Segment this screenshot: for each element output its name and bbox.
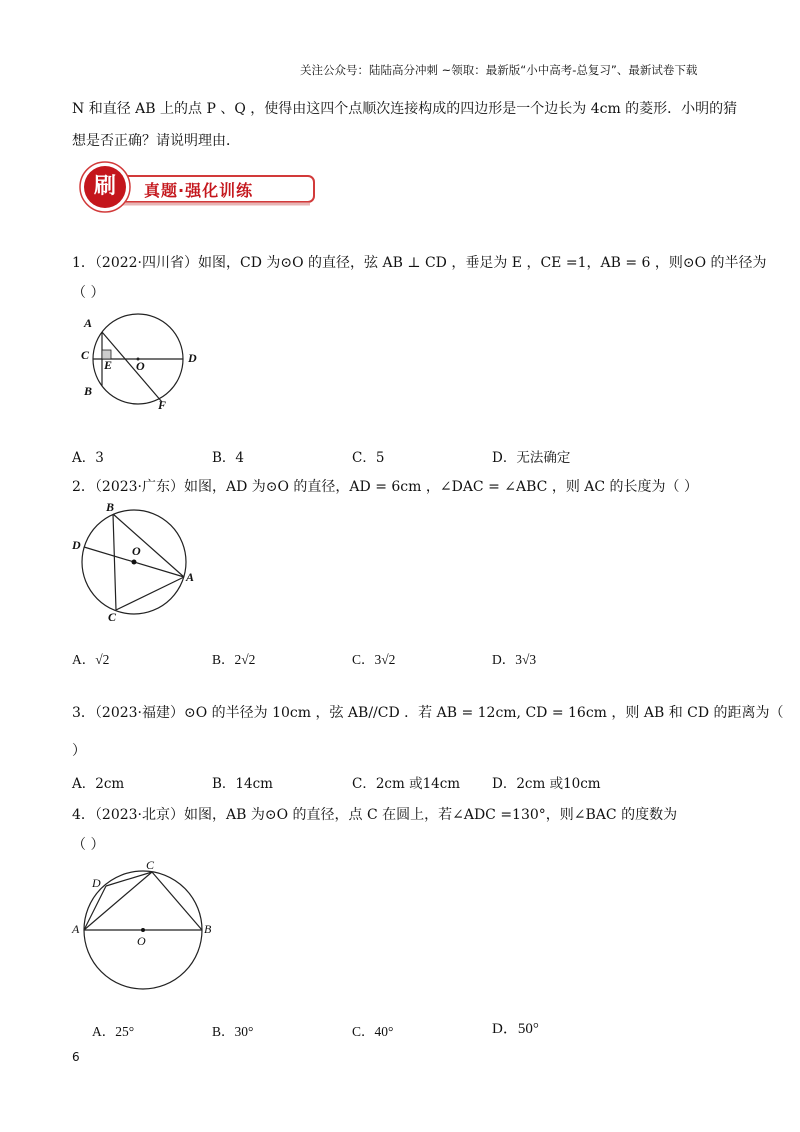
q1-paren: （ ） [72, 285, 105, 301]
q3-option-b: B．14cm [212, 776, 273, 792]
q2-option-c: C．3√2 [352, 652, 396, 667]
q1-stem: 1．（2022·四川省）如图，CD 为⊙O 的直径，弦 AB ⊥ CD ，垂足为 E ，CE =1，AB = 6 ，则⊙O 的半径为 [72, 255, 767, 271]
q1-option-a: A．3 [72, 450, 104, 466]
q1-label-e: E [104, 358, 113, 372]
q3-stem: 3．（2023·福建）⊙O 的半径为 10cm ，弦 AB//CD ．若 AB = 12cm, CD = 16cm ，则 AB 和 CD 的距离为（ [72, 705, 784, 721]
q2-option-a: A．√2 [72, 652, 110, 667]
section-banner [78, 160, 318, 214]
q2-label-o: O [132, 544, 141, 558]
q4-option-a: A．25° [92, 1024, 135, 1039]
q1-label-o: O [136, 359, 145, 373]
q1-label-c: C [81, 348, 90, 362]
q4-label-a: A [72, 922, 80, 936]
q2-option-b: B．2√2 [212, 652, 256, 667]
q1-option-d: D．无法确定 [492, 450, 571, 466]
q4-option-c: C．40° [352, 1024, 394, 1039]
q2-label-b: B [106, 500, 115, 514]
q4-paren: （ ） [72, 837, 105, 853]
q4-option-d: D．50° [492, 1021, 539, 1037]
q2-label-c: C [108, 610, 117, 624]
page-number: 6 [72, 1050, 80, 1064]
q3-option-d: D．2cm 或10cm [492, 776, 601, 792]
q4-label-o: O [137, 934, 146, 948]
q1-label-a: A [84, 316, 93, 330]
q1-option-b: B．4 [212, 450, 245, 466]
banner-icon: 刷 [93, 174, 116, 199]
q3-option-c: C．2cm 或14cm [352, 776, 461, 792]
q4-option-b: B．30° [212, 1024, 254, 1039]
q2-figure [70, 500, 200, 624]
intro-line-2: 想是否正确？请说明理由． [72, 133, 240, 149]
q3-option-a: A．2cm [72, 776, 125, 792]
q2-option-d: D．3√3 [492, 652, 537, 667]
q4-label-d: D [92, 876, 101, 890]
q1-label-d: D [188, 351, 197, 365]
banner-title: 真题·强化训练 [144, 181, 254, 200]
q4-label-c: C [146, 858, 155, 872]
q2-label-a: A [186, 570, 195, 584]
q1-label-b: B [84, 384, 93, 398]
q4-stem: 4．（2023·北京）如图，AB 为⊙O 的直径，点 C 在圆上，若∠ADC =130°，则∠BAC 的度数为 [72, 807, 678, 823]
q2-stem: 2．（2023·广东）如图，AD 为⊙O 的直径，AD = 6cm ，∠DAC = ∠ABC ，则 AC 的长度为（ ） [72, 479, 698, 495]
q3-paren: ） [72, 743, 86, 759]
page-header: 关注公众号：陆陆高分冲刺 ~领取：最新版“小中高考-总复习”、最新试卷下载 [300, 63, 698, 77]
q2-label-d: D [72, 538, 81, 552]
q4-figure [72, 858, 222, 1008]
intro-line-1: N 和直径 AB 上的点 P 、Q ，使得由这四个点顺次连接构成的四边形是一个边长为 4cm 的菱形．小明的猜 [72, 101, 738, 117]
q1-figure [78, 312, 208, 420]
q1-label-f: F [158, 398, 167, 412]
q4-label-b: B [204, 922, 212, 936]
q1-option-c: C．5 [352, 450, 385, 466]
